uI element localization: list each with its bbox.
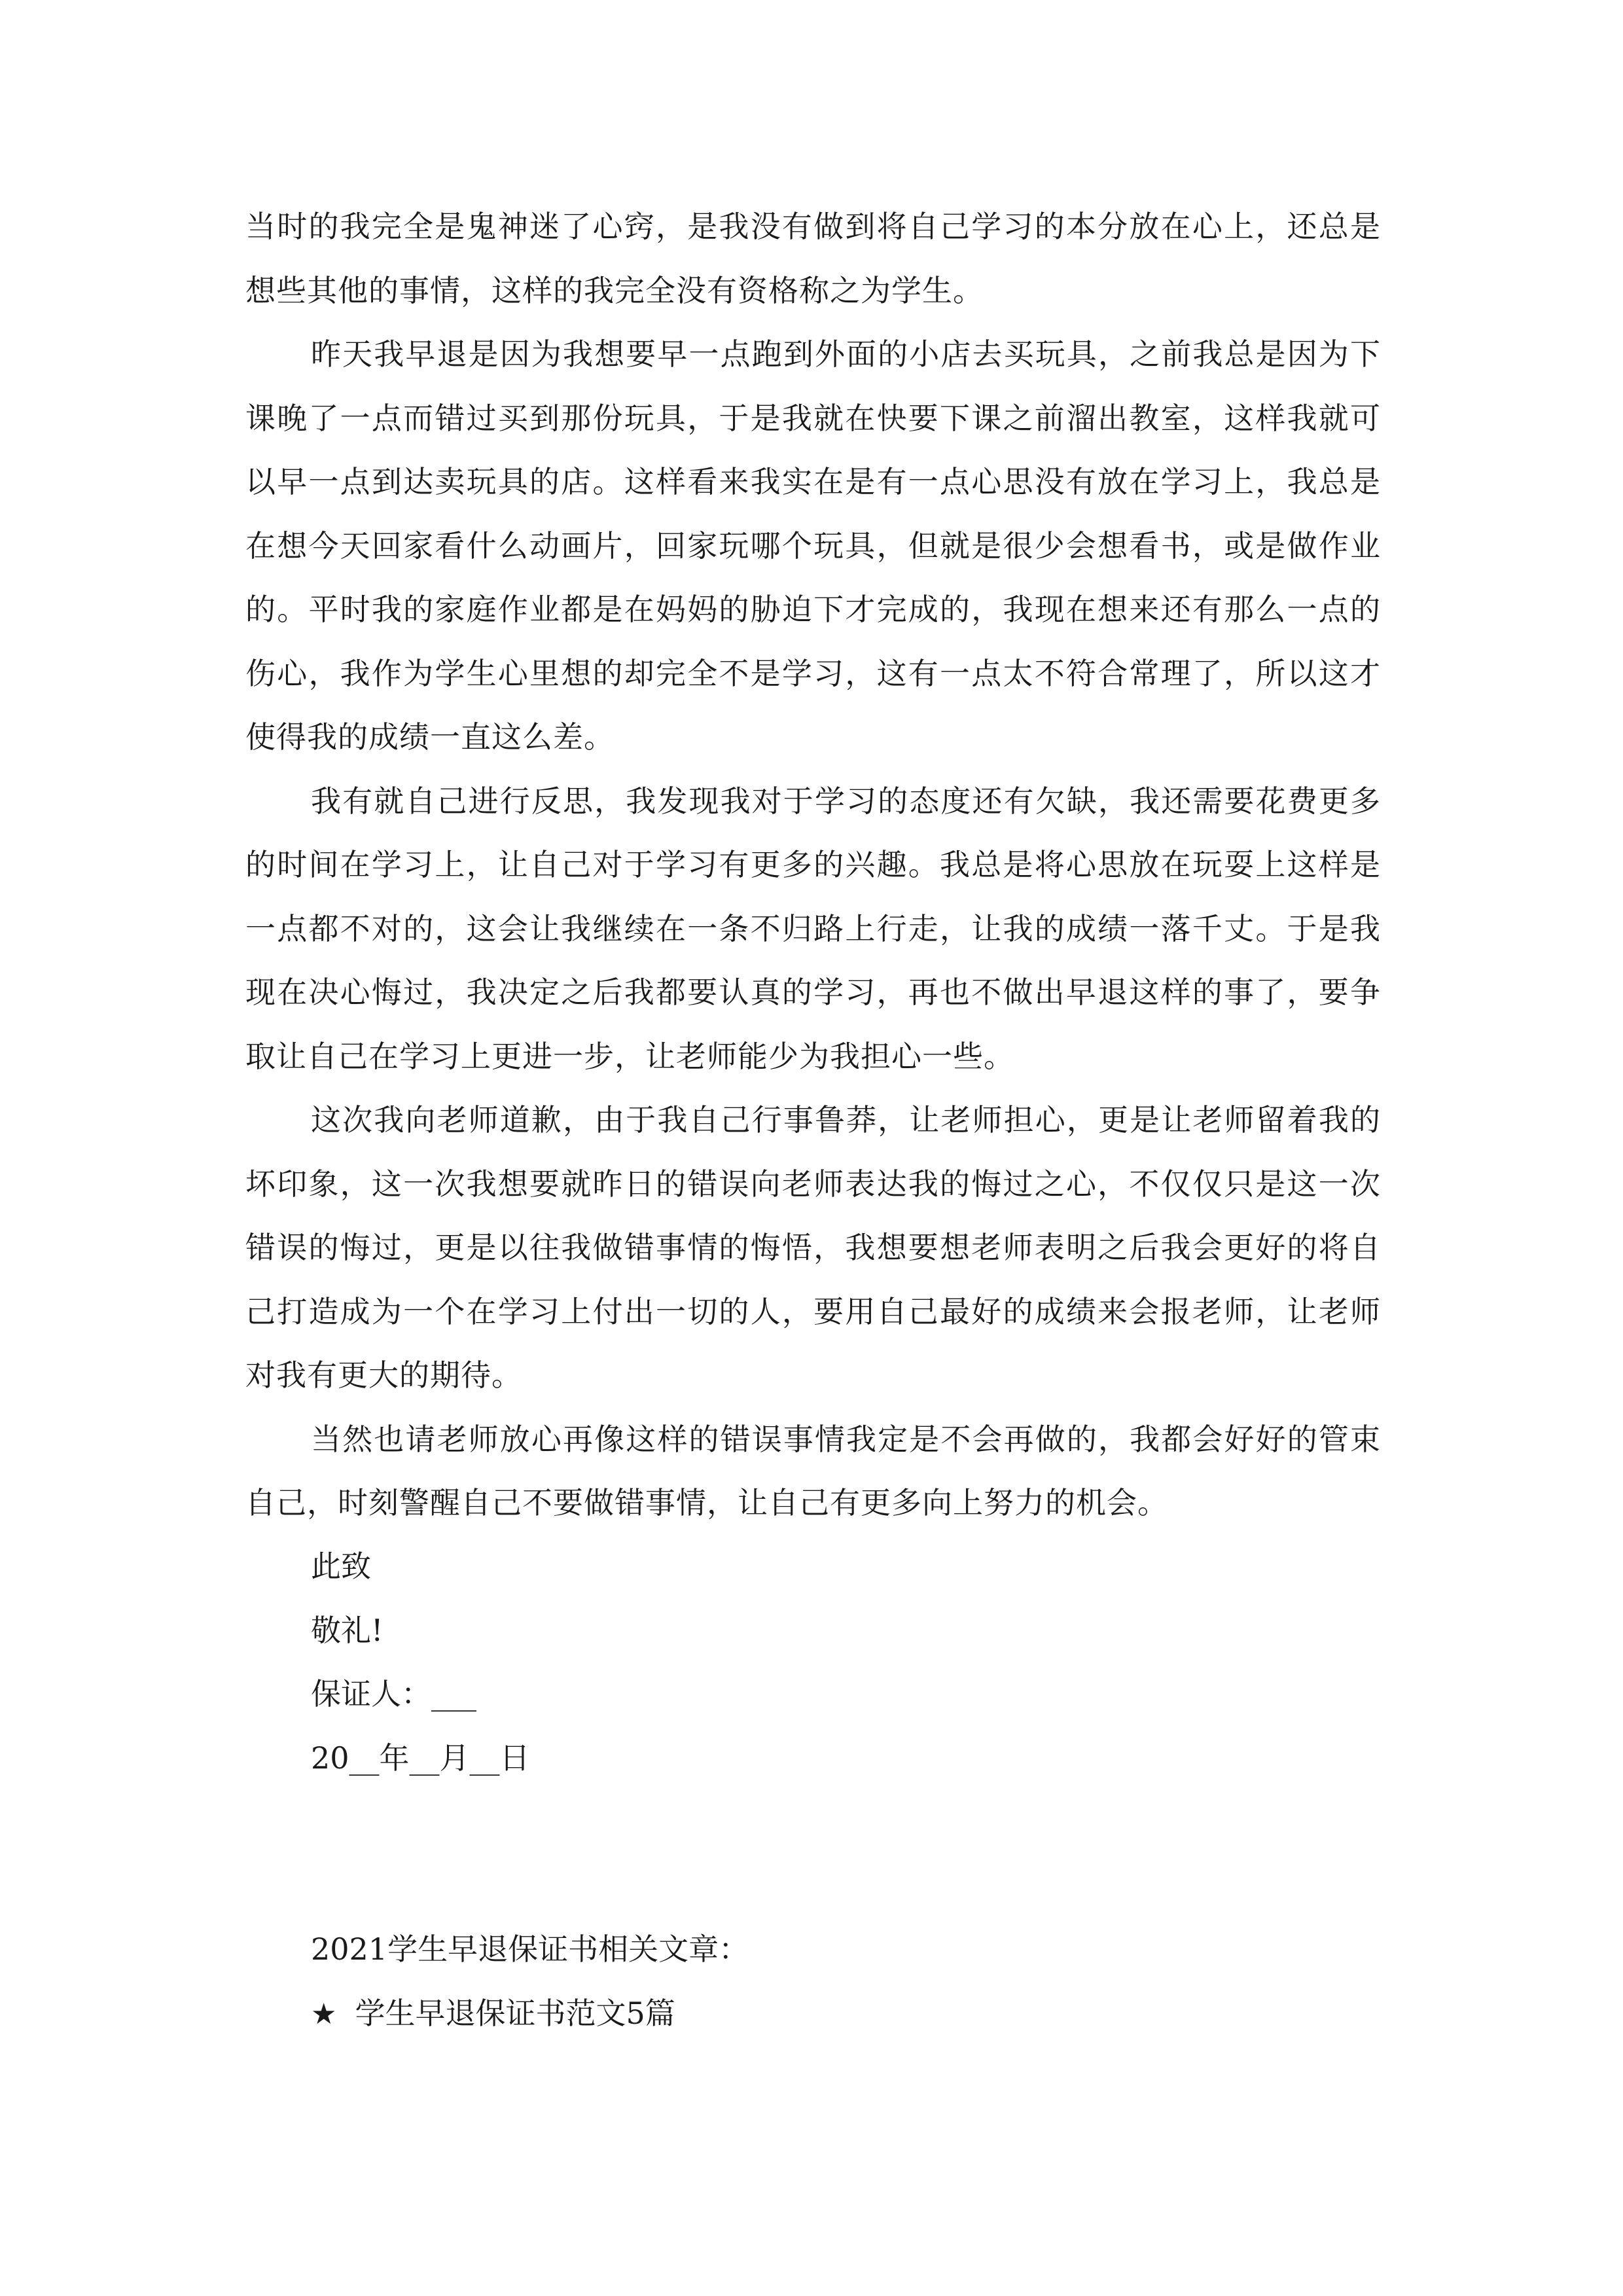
paragraph-1: 当时的我完全是鬼神迷了心窍，是我没有做到将自己学习的本分放在心上，还总是想些其他的事情，这样的我完全没有资格称之为学生。 [245,209,1381,308]
paragraph-5: 当然也请老师放心再像这样的错误事情我定是不会再做的，我都会好好的管束自己，时刻警醒自己不要做错事情，让自己有更多向上努力的机会。 [245,1421,1381,1520]
letter-body [245,195,1381,1535]
paragraph-3: 我有就自己进行反思，我发现我对于学习的态度还有欠缺，我还需要花费更多的时间在学习上，让自己对于学习有更多的兴趣。我总是将心思放在玩耍上这样是一点都不对的，这会让我继续在一条不归路上行走，让我的成绩一落千丈。于是我现在决心悔过，我决定之后我都要认真的学习，再也不做出早退这样的事了，要争取让自己在学习上更进一步，让老师能少为我担心一些。 [245,783,1381,1074]
paragraph-4: 这次我向老师道歉，由于我自己行事鲁莽，让老师担心，更是让老师留着我的坏印象，这一次我想要就昨日的错误向老师表达我的悔过之心，不仅仅只是这一次错误的悔过，更是以往我做错事情的悔悟，我想要想老师表明之后我会更好的将自己打造成为一个在学习上付出一切的人，要用自己最好的成绩来会报老师，让老师对我有更大的期待。 [245,1102,1381,1393]
related-article-label: 学生早退保证书范文5篇 [355,1995,675,2031]
related-heading: 2021学生早退保证书相关文章： [311,1931,749,1967]
star-icon: ★ [311,1997,337,2031]
closing-line: 此致 [311,1549,371,1584]
related-article-link[interactable] [311,1982,749,2047]
guarantor-line: 保证人：___ [311,1676,476,1712]
salute-line: 敬礼! [311,1612,383,1648]
date-line: 20__年__月__日 [311,1740,530,1776]
related-articles [311,1918,749,2046]
paragraph-2: 昨天我早退是因为我想要早一点跑到外面的小店去买玩具，之前我总是因为下课晚了一点而错过买到那份玩具，于是我就在快要下课之前溜出教室，这样我就可以早一点到达卖玩具的店。这样看来我实在是有一点心思没有放在学习上，我总是在想今天回家看什么动画片，回家玩哪个玩具，但就是很少会想看书，或是做作业的。平时我的家庭作业都是在妈妈的胁迫下才完成的，我现在想来还有那么一点的伤心，我作为学生心里想的却完全不是学习，这有一点太不符合常理了，所以这才使得我的成绩一直这么差。 [245,336,1381,755]
signature-block [311,1535,530,1790]
